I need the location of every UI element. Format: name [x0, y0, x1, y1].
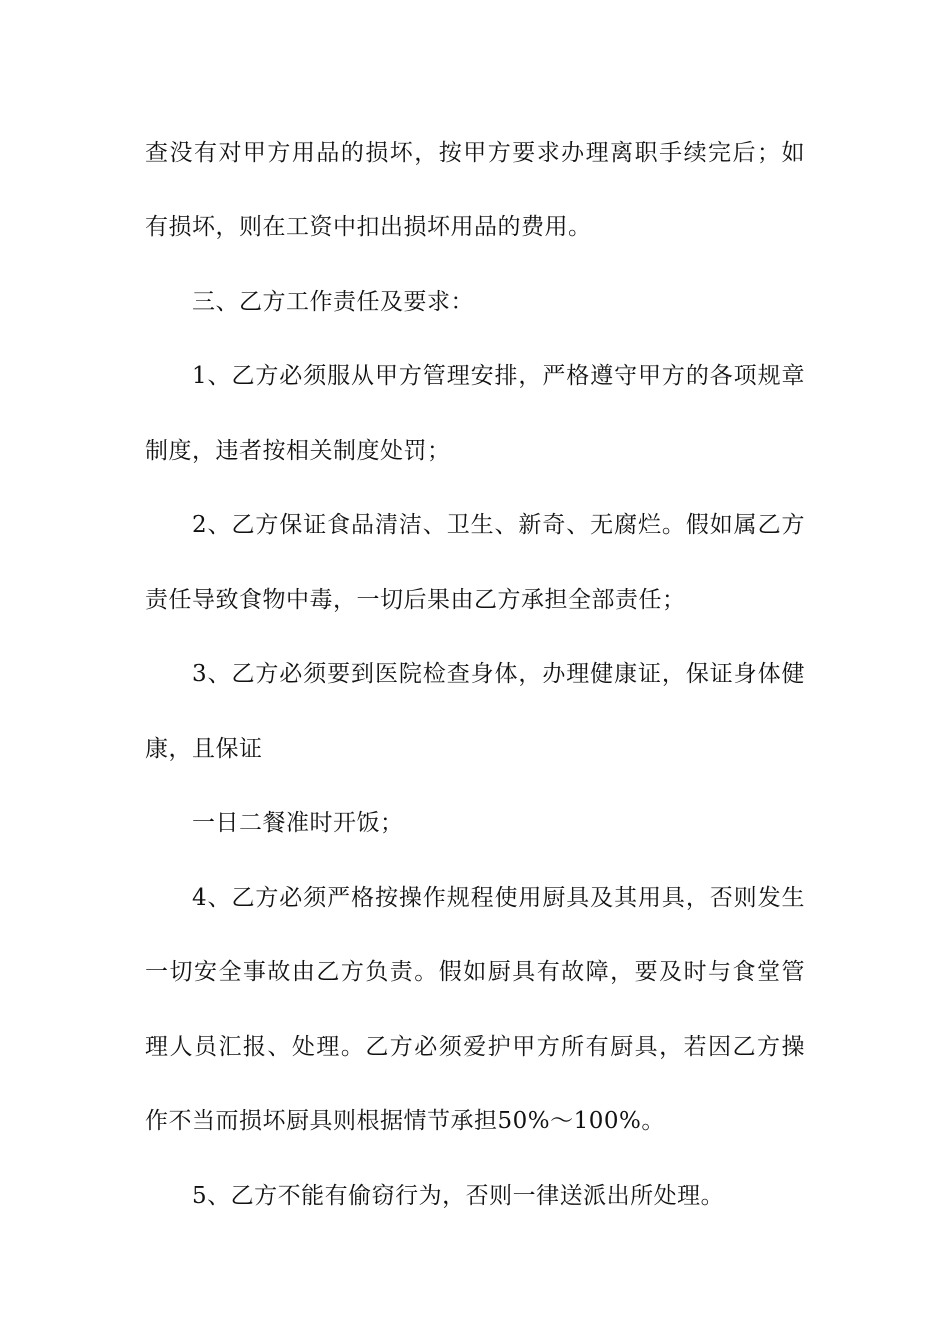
paragraph-line: 一切安全事故由乙方负责。假如厨具有故障，要及时与食堂管	[145, 959, 805, 985]
paragraph-line: 2、乙方保证食品清洁、卫生、新奇、无腐烂。假如属乙方	[192, 512, 805, 538]
paragraph-line: 制度，违者按相关制度处罚；	[145, 438, 451, 464]
paragraph-line: 1、乙方必须服从甲方管理安排，严格遵守甲方的各项规章	[192, 363, 805, 389]
paragraph-line: 4、乙方必须严格按操作规程使用厨具及其用具，否则发生	[192, 885, 805, 911]
paragraph-line: 查没有对甲方用品的损坏，按甲方要求办理离职手续完后；如	[145, 140, 805, 166]
paragraph-line: 有损坏，则在工资中扣出损坏用品的费用。	[145, 214, 592, 240]
paragraph-line: 一日二餐准时开饭；	[192, 810, 404, 836]
paragraph-line: 作不当而损坏厨具则根据情节承担50%～100%。	[145, 1108, 665, 1134]
section-heading: 三、乙方工作责任及要求：	[192, 289, 474, 315]
paragraph-line: 5、乙方不能有偷窃行为，否则一律送派出所处理。	[192, 1183, 725, 1209]
paragraph-line: 3、乙方必须要到医院检查身体，办理健康证，保证身体健	[192, 661, 805, 687]
paragraph-line: 责任导致食物中毒，一切后果由乙方承担全部责任；	[145, 587, 686, 613]
paragraph-line: 康，且保证	[145, 736, 263, 762]
paragraph-line: 理人员汇报、处理。乙方必须爱护甲方所有厨具，若因乙方操	[145, 1034, 805, 1060]
